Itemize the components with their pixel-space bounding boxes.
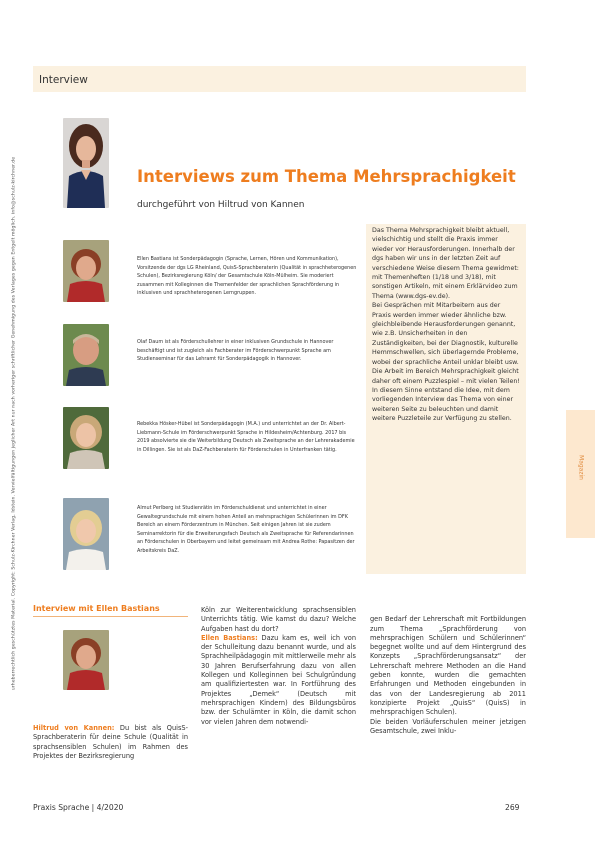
portrait-ellen-bastians-small xyxy=(63,630,109,690)
footer-publication: Praxis Sprache | 4/2020 xyxy=(33,803,124,812)
speaker-label: Hiltrud von Kannen: xyxy=(33,724,115,732)
intro-paragraph: Bei Gesprächen mit Mitarbeitern aus der Praxis werden immer wieder ähnliche bzw. gleichbleibende Herausforderungen genannt, wie z.B. Unsicherheiten in den Zuständigkeiten, bei der Diagnostik, kulturelle Hemmschwellen, sich überlagernde Probleme, wobei der sprachliche Anteil unklar bleibt usw. xyxy=(372,302,519,366)
column-1 xyxy=(33,724,188,761)
column-2 xyxy=(201,606,356,727)
heading-rule xyxy=(33,616,188,617)
footer-page-number: 269 xyxy=(505,803,520,812)
bio-rebekka-hosker-hubel: Rebekka Hösker-Hübel ist Sonderpädagogin (M.A.) und unterrichtet an der Dr. Albert-Liebmann-Schule im Förderschwerpunkt Sprache in Hildesheim/Achtenburg. 2017 bis 2019 absolvierte sie die Weiterbildung Deutsch als Zweitsprache an der Lehrerakademie in Dillingen. Sie ist als DaZ-Fachberaterin für Förderschulen in Unterfranken tätig. xyxy=(137,421,355,453)
portrait-olaf-daum xyxy=(63,324,109,386)
intro-paragraph: Die Arbeit im Bereich Mehrsprachigkeit gleicht daher oft einem Puzzlespiel – mit vielen Teilen! xyxy=(372,368,520,385)
page-title: Interviews zum Thema Mehrsprachigkeit xyxy=(137,167,516,186)
intro-paragraph: In diesem Sinne entstand die Idee, mit dem vorliegenden Interview das Thema von einer weiteren Seite zu beleuchten und damit weitere Puzzleteile zur Verfügung zu stellen. xyxy=(372,386,514,423)
page-subtitle: durchgeführt von Hiltrud von Kannen xyxy=(137,200,305,210)
section-header-bar xyxy=(33,66,526,92)
magazin-tab xyxy=(566,410,595,538)
portrait-ellen-bastians xyxy=(63,240,109,302)
author-portrait xyxy=(63,118,109,208)
portrait-almut-perlberg xyxy=(63,498,109,570)
question-text: Köln zur Weiterentwicklung sprachsensiblen Unterrichts tätig. Wie kamst du dazu? Welche Aufgaben hast du dort? xyxy=(201,606,356,633)
section-label: Interview xyxy=(39,74,88,86)
intro-text xyxy=(372,226,520,424)
speaker-label: Ellen Bastians: xyxy=(201,633,258,642)
portrait-rebekka-hosker-hubel xyxy=(63,407,109,469)
bio-almut-perlberg: Almut Perlberg ist Studienrätin im Förderschuldienst und unterrichtet in einer Gewaltegrundschule mit einem hohen Anteil an mehrsprachigen Schülerinnen im DFK Bereich an einem Förderzentrum in München. Seit einigen Jahren ist sie zudem Seminarrektorin für die Erweiterungsfach Deutsch als Zweitsprache für Referendarinnen an Förderschulen in Oberbayern und leitet gemeinsam mit Andrea Rothe: Papasitzen der Arbeitskreis DaZ. xyxy=(137,505,355,554)
column-text: gen Bedarf der Lehrerschaft mit Fortbildungen zum Thema „Sprachförderung von mehrsprachigen Schülern und Schülerinnen“ begegnet wollte und auf dem Hintergrund des Konzepts „Sprachförderungsansatz“ der Lehrerschaft mehrere Methoden an die Hand geben konnte, wurden die gemachten Erfahrungen und Methoden eingebunden in das von der Landesregierung ab 2011 konzipierte Projekt „QuisS“ (QuisS) in mehrsprachigen Schulen). Die beiden Vorläuferschulen meiner jetzigen Gesamtschule, zwei Inklu- xyxy=(370,615,526,735)
intro-paragraph: Das Thema Mehrsprachigkeit bleibt aktuell, vielschichtig und stellt die Praxis immer wieder vor Herausforderungen. Innerhalb der dgs haben wir uns in der letzten Zeit auf verschiedene Weise diesem Thema gewidmet: mit Themenheften (1/18 und 3/18), mit sonstigen Artikeln, mit einem Erklärvideo zum Thema (www.dgs-ev.de). xyxy=(372,227,519,300)
tab-label: Magazin xyxy=(577,455,585,480)
copyright-side-note: urheberrechtlich geschütztes Material. Copyright: Schulz-Kirchner Verlag, Idstein. Vervielfältigungen jeglicher Art nur nach vorheriger schriftlicher Genehmigung des Verlages gegen Entgelt möglich. info@schulz-kirchner.de xyxy=(11,156,17,691)
interview-heading: Interview mit Ellen Bastians xyxy=(33,604,160,613)
bio-ellen-bastians: Ellen Bastians ist Sonderpädagogin (Sprache, Lernen, Hören und Kommunikation), Vorsitzende der dgs LG Rheinland, QuisS-Sprachberaterin (Qualität in sprachheterogenen Schulen), Bezirksregierung Köln/ der Gesamtschule Köln-Mülheim. Sie moderiert zusammen mit Kolleginnen die Themenfelder der sprachlichen Sprachförderung in inklusiven und sprachheterogenen Lerngruppen. xyxy=(137,256,357,297)
column-text: Du bist als QuisS-Sprachberaterin für deine Schule (Qualität in sprachsensiblen Schulen) im Rahmen des Projektes der Bezirksregierung xyxy=(33,724,188,760)
bio-olaf-daum: Olaf Daum ist als Förderschullehrer in einer inklusiven Grundschule in Hannover beschäftigt und ist zugleich als Fachberater im Förderschwerpunkt Sprache am Studienseminar für das Lehramt für Sonderpädagogik in Hannover. xyxy=(137,339,334,363)
column-text: Dazu kam es, weil ich von der Schulleitung dazu benannt wurde, und als Sprachheilpädagogin mit mittlerweile mehr als 30 Jahren Berufserfahrung dazu von allen Kollegen und Kolleginnen bei Schulgründung am qualifiziertesten war. In Fortführung des Projektes „Demek“ (Deutsch mit mehrsprachigen Kindern) des Bildungsbüros bzw. der Schulämter in Köln, die damit schon vor vielen Jahren dem notwendi- xyxy=(201,633,356,726)
column-3 xyxy=(370,606,526,736)
